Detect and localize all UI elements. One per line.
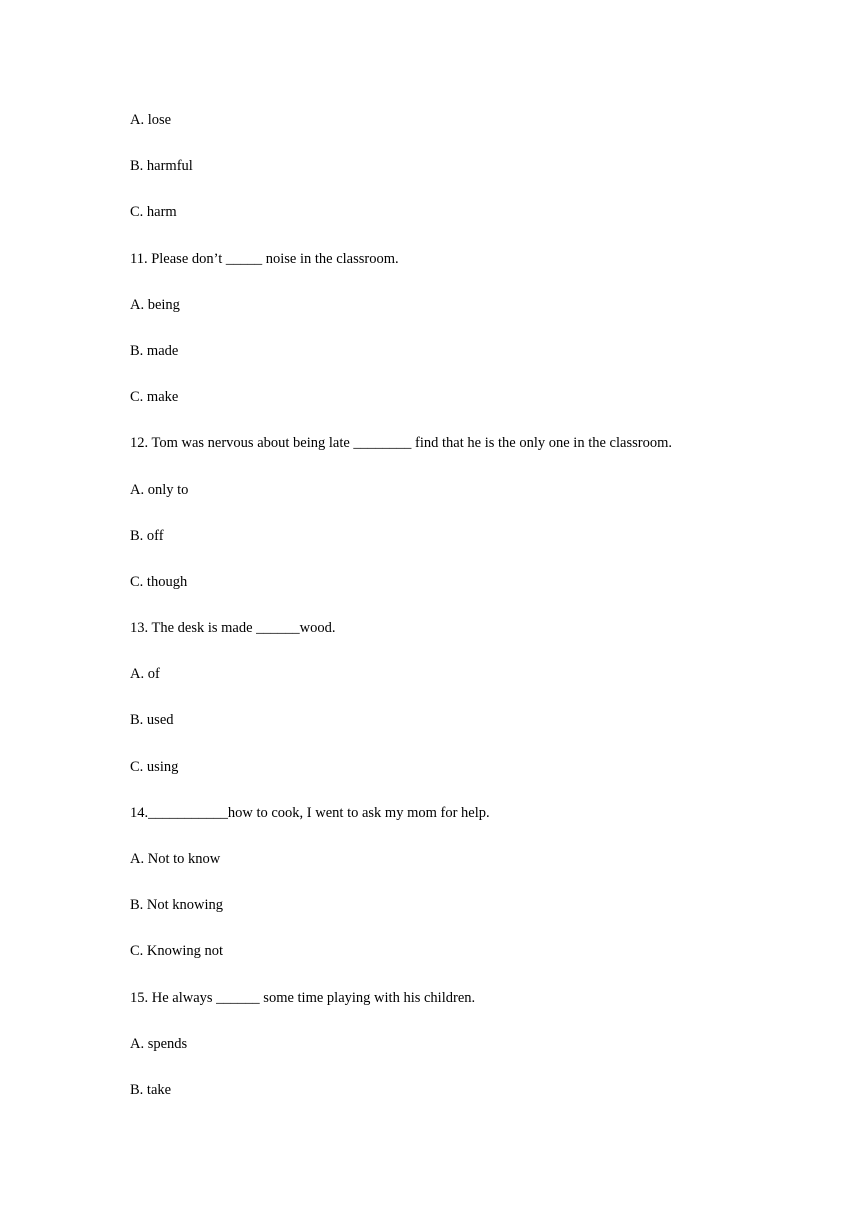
question-line: 14.___________how to cook, I went to ask my mom for help. (130, 804, 490, 821)
option-line: A. lose (130, 112, 172, 128)
option-line: B. Not knowing (130, 897, 224, 914)
question-line: 12. Tom was nervous about being late ________ find that he is the only one in the classroom. (130, 435, 672, 452)
option-line: A. being (130, 296, 180, 313)
option-line: A. of (130, 666, 160, 683)
question-line: 11. Please don’t _____ noise in the classroom. (130, 250, 399, 267)
option-line: C. make (130, 389, 179, 406)
option-line: C. harm (130, 204, 177, 221)
question-line: 15. He always ______ some time playing with his children. (130, 989, 476, 1006)
option-line: B. harmful (130, 158, 193, 175)
option-line: C. though (130, 573, 188, 590)
option-line: B. used (130, 712, 174, 729)
question-list (130, 110, 830, 1126)
option-line: A. only to (130, 481, 189, 498)
question-line: 13. The desk is made ______wood. (130, 620, 336, 637)
option-line: B. take (130, 1081, 172, 1098)
option-line: B. off (130, 527, 164, 544)
option-line: C. Knowing not (130, 943, 224, 960)
option-line: A. spends (130, 1035, 188, 1052)
option-line: C. using (130, 758, 179, 775)
option-line: B. made (130, 342, 179, 359)
option-line: A. Not to know (130, 851, 221, 867)
